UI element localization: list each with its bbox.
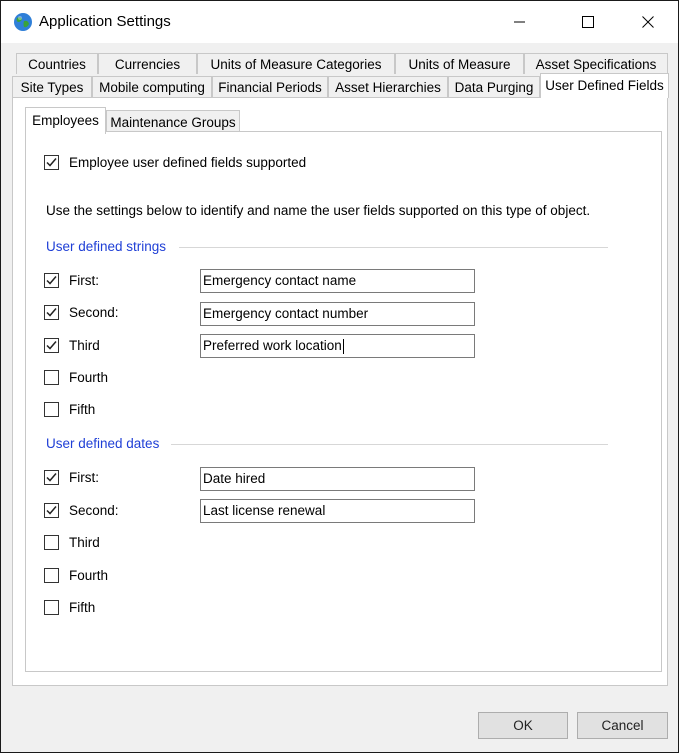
date-second-field[interactable]: Last license renewal — [200, 499, 475, 523]
maximize-button[interactable] — [565, 1, 611, 43]
ok-button[interactable]: OK — [478, 712, 568, 739]
tab-financial-periods[interactable]: Financial Periods — [212, 76, 328, 97]
tab-maintenance-groups[interactable]: Maintenance Groups — [106, 110, 240, 133]
tab-units-of-measure-categories[interactable]: Units of Measure Categories — [197, 53, 395, 74]
tab-asset-hierarchies[interactable]: Asset Hierarchies — [328, 76, 448, 97]
tab-currencies[interactable]: Currencies — [98, 53, 197, 74]
string-second-field[interactable]: Emergency contact number — [200, 302, 475, 326]
date-first-field[interactable]: Date hired — [200, 467, 475, 491]
close-button[interactable] — [625, 1, 671, 43]
globe-icon — [13, 12, 33, 32]
string-second-checkbox[interactable] — [44, 305, 59, 320]
tab-countries[interactable]: Countries — [16, 53, 98, 74]
cancel-button[interactable]: Cancel — [577, 712, 668, 739]
string-first-label: First: — [69, 273, 99, 288]
tab-asset-specifications[interactable]: Asset Specifications — [524, 53, 668, 74]
date-first-label: First: — [69, 470, 99, 485]
tab-employees[interactable]: Employees — [25, 107, 106, 134]
minimize-button[interactable] — [497, 1, 543, 43]
string-third-checkbox[interactable] — [44, 338, 59, 353]
text-cursor — [343, 339, 344, 354]
date-fifth-checkbox[interactable] — [44, 600, 59, 615]
employee-udf-supported-label: Employee user defined fields supported — [69, 155, 307, 170]
string-fourth-checkbox[interactable] — [44, 370, 59, 385]
string-fifth-label: Fifth — [69, 402, 96, 417]
date-second-checkbox[interactable] — [44, 503, 59, 518]
string-third-value: Preferred work location — [203, 338, 342, 353]
tab-units-of-measure[interactable]: Units of Measure — [395, 53, 524, 74]
string-fifth-checkbox[interactable] — [44, 402, 59, 417]
tab-user-defined-fields[interactable]: User Defined Fields — [540, 73, 669, 98]
string-first-checkbox[interactable] — [44, 273, 59, 288]
string-third-field[interactable] — [200, 334, 475, 358]
strings-group-divider — [179, 247, 608, 248]
instructions-text: Use the settings below to identify and name the user fields supported on this type of object. — [46, 203, 591, 218]
string-fourth-label: Fourth — [69, 370, 109, 385]
dates-group-divider — [171, 444, 608, 445]
tab-mobile-computing[interactable]: Mobile computing — [92, 76, 212, 97]
string-second-label: Second: — [69, 305, 119, 320]
string-first-field[interactable]: Emergency contact name — [200, 269, 475, 293]
dates-group-header: User defined dates — [46, 436, 160, 451]
date-first-checkbox[interactable] — [44, 470, 59, 485]
date-third-checkbox[interactable] — [44, 535, 59, 550]
strings-group-header: User defined strings — [46, 239, 167, 254]
date-third-label: Third — [69, 535, 100, 550]
date-second-label: Second: — [69, 503, 119, 518]
date-fifth-label: Fifth — [69, 600, 96, 615]
date-fourth-checkbox[interactable] — [44, 568, 59, 583]
date-fourth-label: Fourth — [69, 568, 109, 583]
string-third-label: Third — [69, 338, 100, 353]
window-title: Application Settings — [39, 13, 171, 30]
title-bar — [1, 1, 678, 43]
tab-site-types[interactable]: Site Types — [12, 76, 92, 97]
tab-data-purging[interactable]: Data Purging — [448, 76, 540, 97]
employee-udf-supported-checkbox[interactable] — [44, 155, 59, 170]
